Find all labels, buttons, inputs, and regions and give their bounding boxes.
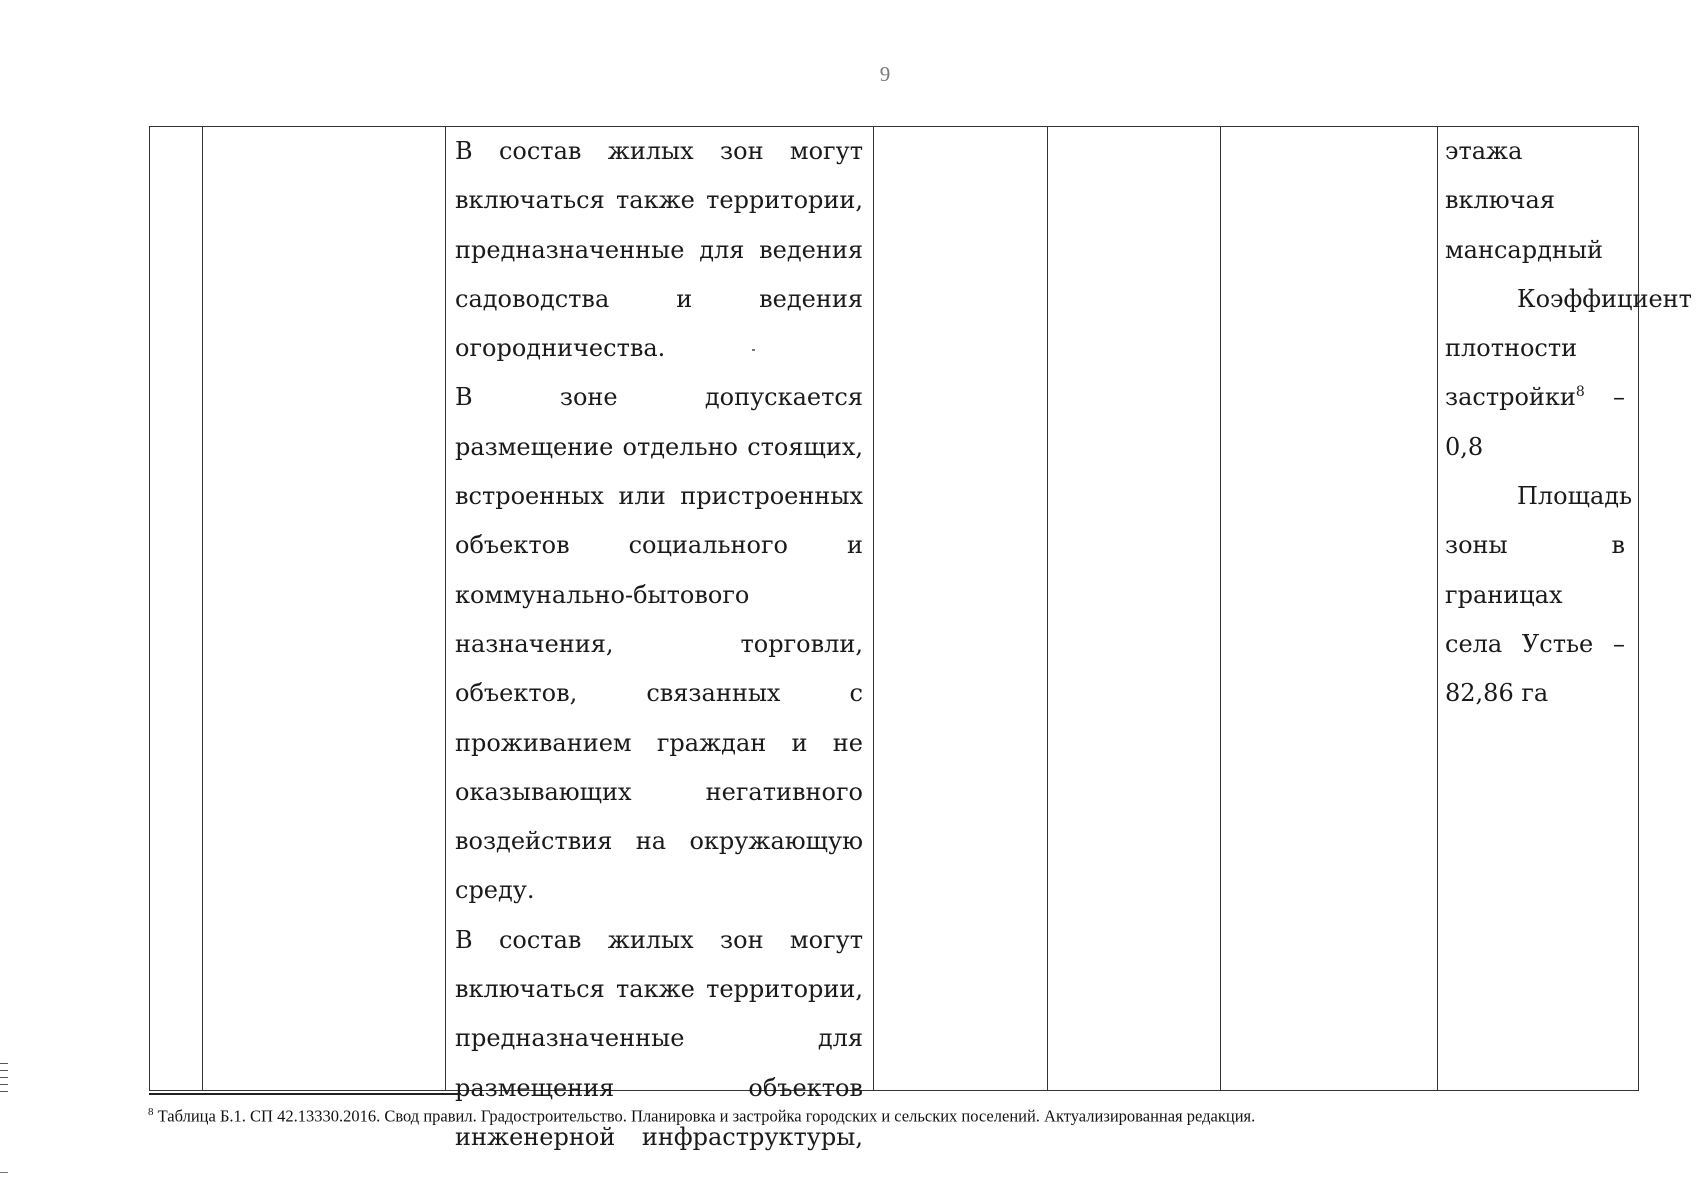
column-divider xyxy=(445,127,446,1090)
column-divider xyxy=(1047,127,1048,1090)
page-number: 9 xyxy=(879,62,891,86)
scan-speck xyxy=(752,349,755,351)
zone-area-text: Площадь зоны в границах села Устье – 82,86 га xyxy=(1445,482,1633,708)
binding-marks xyxy=(0,1063,8,1098)
density-text xyxy=(1445,275,1692,472)
floors-text: этажа включая мансардный xyxy=(1445,137,1603,264)
margin-tick xyxy=(0,1172,8,1173)
density-label: Коэффициент плотности застройки xyxy=(1445,284,1692,412)
column-divider xyxy=(1220,127,1221,1090)
zone-parameters-cell xyxy=(1445,127,1692,719)
zone-description-paragraph: В состав жилых зон могут включаться также территории, предназначенные для размещения объектов инженерной инфраструктуры, xyxy=(455,925,863,1151)
footnote xyxy=(148,1106,1255,1127)
column-divider xyxy=(202,127,203,1090)
footnote-reference: 8 xyxy=(1575,384,1585,401)
footnote-text: Таблица Б.1. СП 42.13330.2016. Свод правил. Градостроительство. Планировка и застройка городских и сельских поселений. Актуализированная редакция. xyxy=(157,1106,1256,1126)
zone-description-paragraph: В зоне допускается размещение отдельно стоящих, встроенных или пристроенных объектов социального и коммунально-бытового назначения, торговли, объектов, связанных с проживанием граждан и не оказывающих негативного воздействия на окружающую среду. xyxy=(455,383,863,905)
footnote-separator xyxy=(149,1093,461,1095)
zone-description-cell xyxy=(455,127,863,1162)
zone-description-paragraph: В состав жилых зон могут включаться также территории, предназначенные для ведения садоводства и ведения огородничества. xyxy=(455,137,863,363)
density-value: – 0,8 xyxy=(1445,383,1625,461)
footnote-mark: 8 xyxy=(148,1106,154,1118)
column-divider xyxy=(1437,127,1438,1090)
column-divider xyxy=(873,127,874,1090)
